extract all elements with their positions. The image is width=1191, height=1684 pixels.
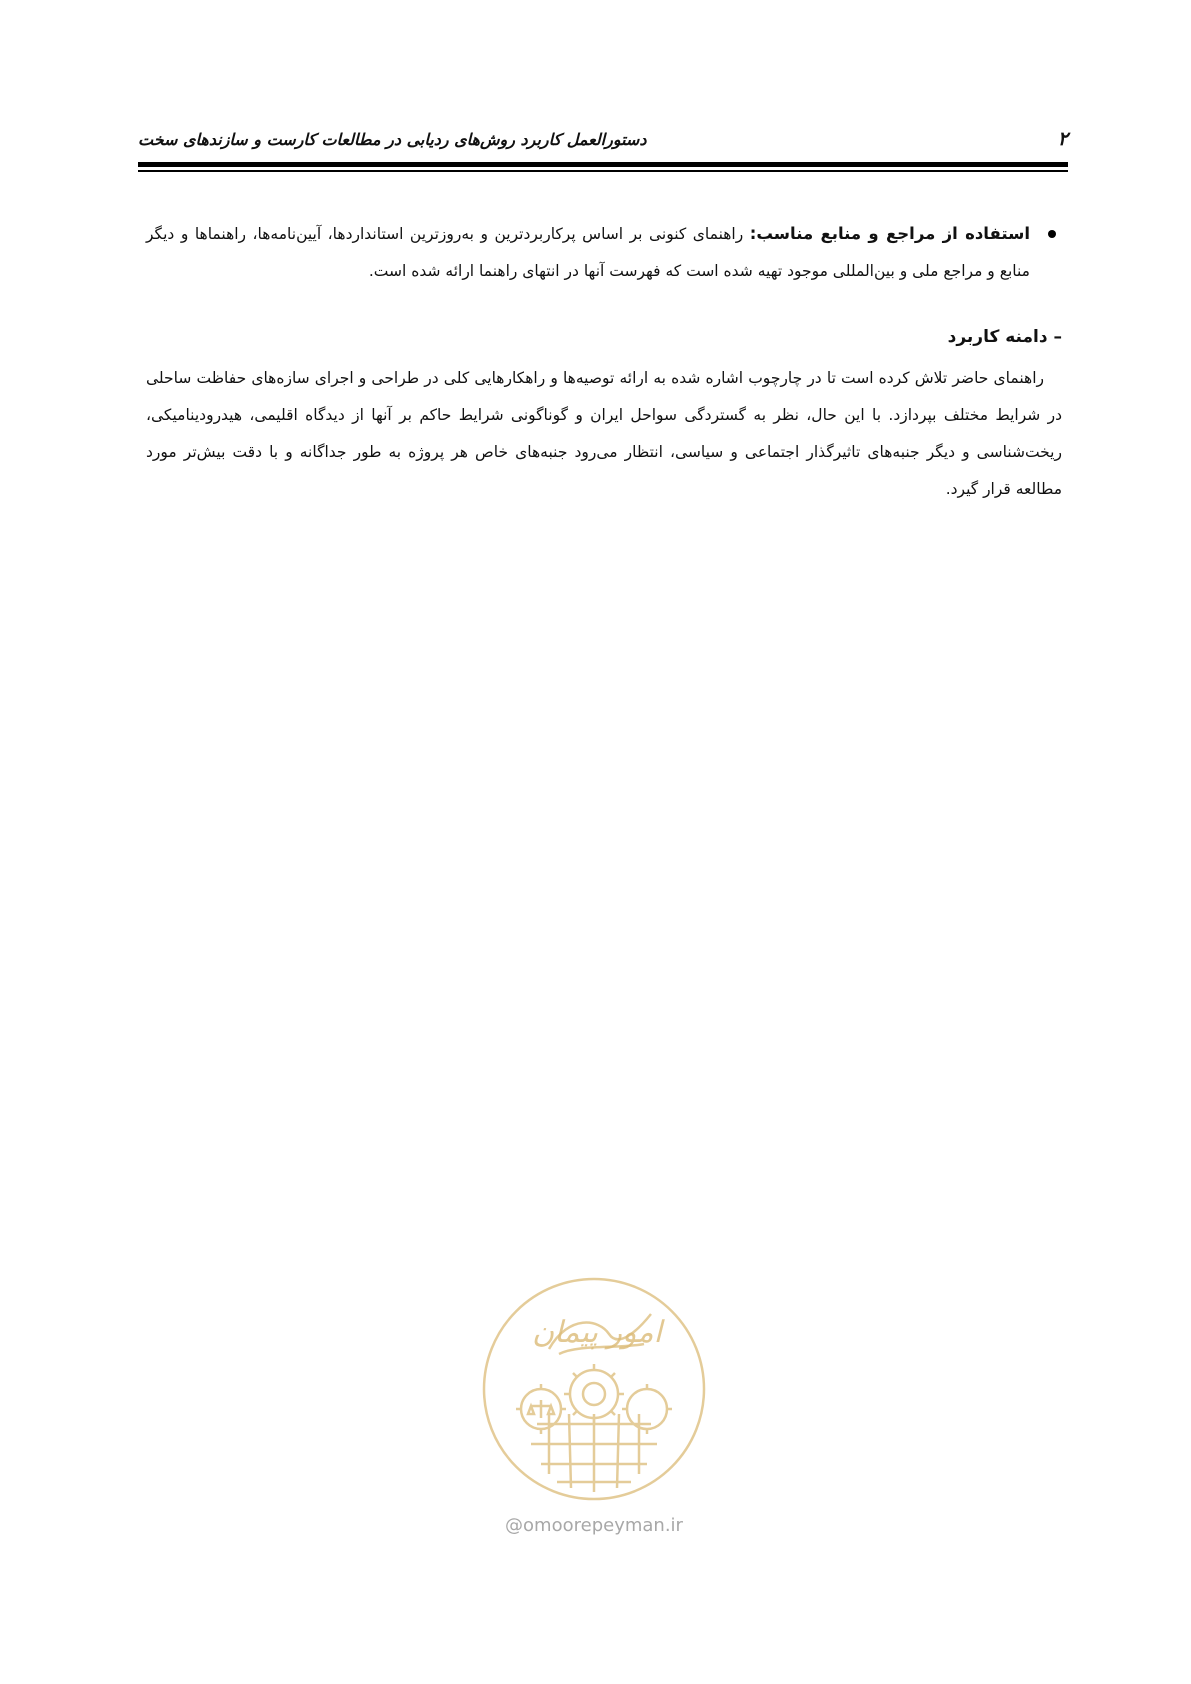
bullet-item [146, 215, 1062, 290]
watermark-url: @omoorepeyman.ir [505, 1515, 683, 1536]
page-number: ۲ [1057, 128, 1068, 150]
running-title: دستورالعمل کاربرد روش‌های ردیابی در مطالعات کارست و سازندهای سخت [138, 130, 647, 149]
seal-lettering: امور پیمان [532, 1315, 662, 1350]
watermark-seal-icon [479, 1274, 709, 1504]
header-rule-thick [138, 162, 1068, 167]
bullet-icon [1048, 230, 1056, 238]
header-rule-thin [138, 170, 1068, 172]
bullet-lead: استفاده از مراجع و منابع مناسب: [749, 224, 1030, 243]
section-paragraph: راهنمای حاضر تلاش کرده است تا در چارچوب اشاره شده به ارائه توصیه‌ها و راهکارهایی کلی در طراحی و اجرای سازه‌های حفاظت ساحلی در شرایط مختلف بپردازد. با این حال، نظر به گستردگی سواحل ایران و گوناگونی شرایط حاکم بر آنها از دیدگاه اقلیمی، هیدرودینامیکی، ریخت‌شناسی و دیگر جنبه‌های تاثیرگذار اجتماعی و سیاسی، انتظار می‌رود جنبه‌های خاص هر پروژه به طور جداگانه و با دقت بیش‌تر مورد مطالعه قرار گیرد. [146, 369, 1062, 498]
page-content [146, 215, 1062, 508]
section-heading: – دامنه کاربرد [947, 327, 1062, 347]
bullet-text: راهنمای کنونی بر اساس پرکاربردترین و به‌روزترین استانداردها، آیین‌نامه‌ها، راهنماها و دیگر منابع و مراجع ملی و بین‌المللی موجود تهیه شده است که فهرست آنها در انتهای راهنما ارائه شده است. [146, 225, 1030, 280]
page-header [138, 122, 1068, 158]
